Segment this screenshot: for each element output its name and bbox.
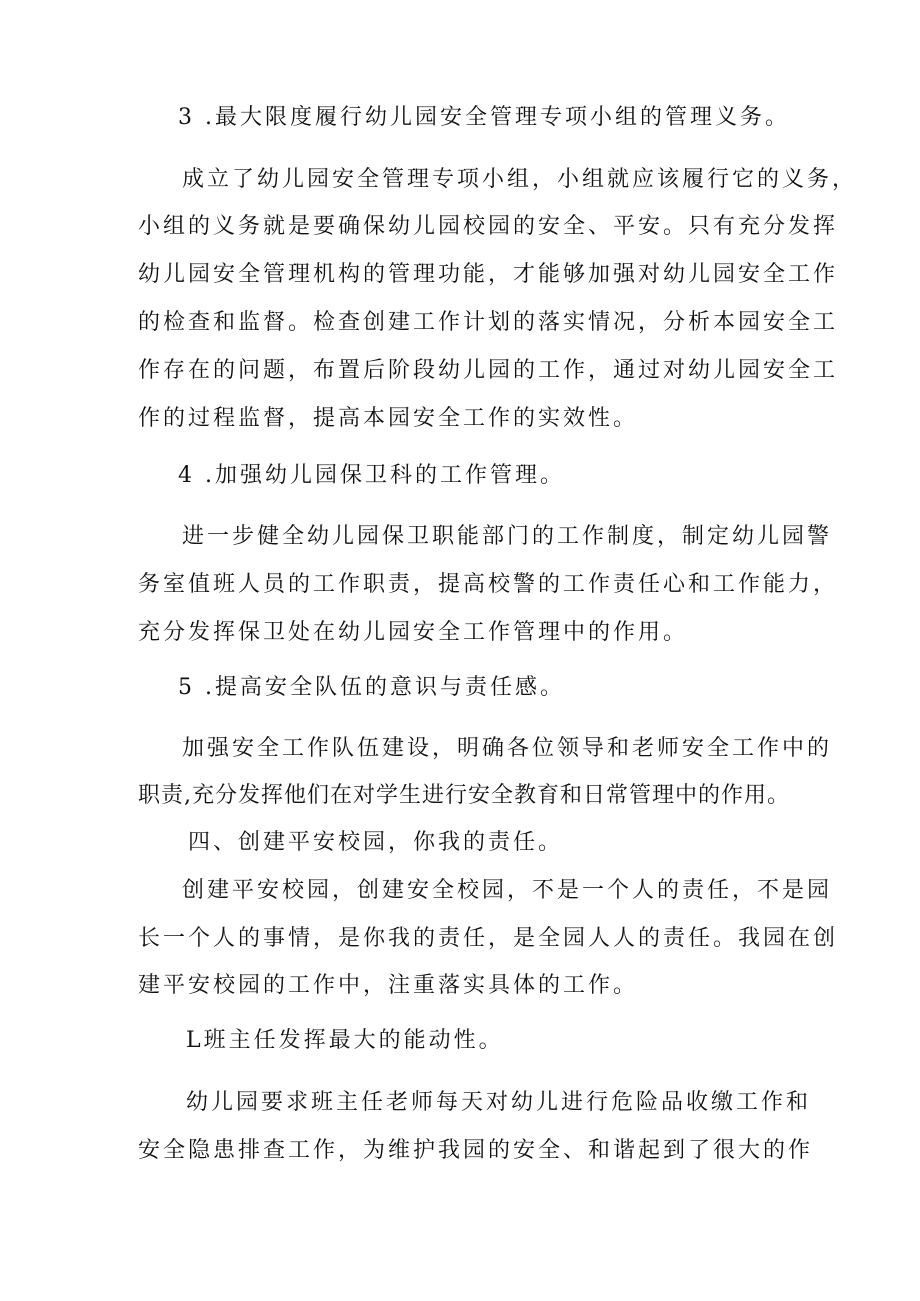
paragraph-line: 长一个人的事情，是你我的责任，是全园人人的责任。我园在创 [138,926,839,951]
paragraph-line: 作的过程监督，提高本园安全工作的实效性。 [138,406,639,431]
paragraph-line: 作存在的问题，布置后阶段幼儿园的工作，通过对幼儿园安全工 [138,358,839,383]
paragraph-line: 幼儿园要求班主任老师每天对幼儿进行危险品收缴工作和 [186,1090,812,1115]
section-heading-3: 3 .最大限度履行幼儿园安全管理专项小组的管理义务。 [178,105,790,130]
paragraph-line: 建平安校园的工作中，注重落实具体的工作。 [138,973,639,998]
paragraph-line: 进一步健全幼儿园保卫职能部门的工作制度，制定幼儿园警 [182,524,833,549]
paragraph-line: 加强安全工作队伍建设，明确各位领导和老师安全工作中的 [182,736,833,761]
paragraph-line: 充分发挥保卫处在幼儿园安全工作管理中的作用。 [138,620,689,645]
section-heading-four: 四、创建平安校园，你我的责任。 [188,830,564,855]
paragraph-line: 成立了幼儿园安全管理专项小组，小组就应该履行它的义务， [182,167,858,192]
section-heading-5: 5 .提高安全队伍的意识与责任感。 [178,675,565,700]
paragraph-line: 职责,充分发挥他们在对学生进行安全教育和日常管理中的作用。 [138,783,790,808]
paragraph-line: 的检查和监督。检查创建工作计划的落实情况，分析本园安全工 [138,310,839,335]
section-heading-4: 4 .加强幼儿园保卫科的工作管理。 [178,463,565,488]
section-heading-l: L班主任发挥最大的能动性。 [186,1028,504,1053]
paragraph-line: 安全隐患排查工作，为维护我园的安全、和谐起到了很大的作 [138,1138,814,1163]
paragraph-line: 幼儿园安全管理机构的管理功能，才能够加强对幼儿园安全工作 [138,262,839,287]
paragraph-line: 小组的义务就是要确保幼儿园校园的安全、平安。只有充分发挥 [138,214,839,239]
paragraph-line: 务室值班人员的工作职责，提高校警的工作责任心和工作能力， [138,572,839,597]
paragraph-line: 创建平安校园，创建安全校园，不是一个人的责任，不是园 [182,878,833,903]
